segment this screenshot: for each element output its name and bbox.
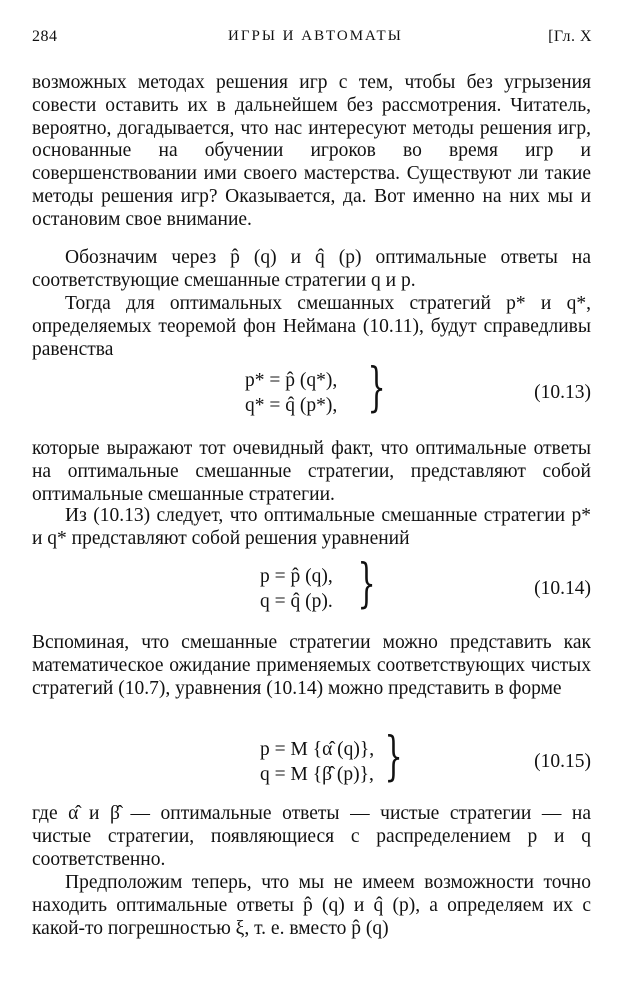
- paragraph-5: Из (10.13) следует, что оптимальные смешанные стратегии p* и q* представляют собой решения уравнений: [32, 505, 591, 549]
- page-number: 284: [32, 28, 58, 45]
- equation-number: (10.14): [534, 578, 591, 599]
- paragraph-8: Предположим теперь, что мы не имеем возможности точно находить оптимальные ответы p̂ (q) и q̂ (p), а определяем их с какой-то погрешностью ξ, т. е. вместо p̂ (q): [32, 872, 591, 939]
- equation-number: (10.15): [534, 751, 591, 772]
- equation-line: q* = q̂ (p*),: [245, 395, 338, 416]
- equation-line: q = q̂ (p).: [260, 591, 333, 612]
- paragraph-7: где α̂ и β̂ — оптимальные ответы — чистые стратегии — на чистые стратегии, появляющиеся с распределением p и q соответственно.: [32, 803, 591, 870]
- brace: }: [384, 727, 403, 787]
- brace: }: [367, 358, 386, 418]
- paragraph-2: Обозначим через p̂ (q) и q̂ (p) оптимальные ответы на соответствующие смешанные стратегии q и p.: [32, 247, 591, 291]
- equation-line: q = M {β̂ (p)},: [260, 764, 374, 785]
- paragraph-4: которые выражают тот очевидный факт, что оптимальные ответы на оптимальные смешанные стратегии, представляют собой оптимальные смешанные стратегии.: [32, 438, 591, 505]
- equation-line: p = p̂ (q),: [260, 566, 333, 587]
- paragraph-6: Вспоминая, что смешанные стратегии можно представить как математическое ожидание применяемых соответствующих чистых стратегий (10.7), уравнения (10.14) можно представить в форме: [32, 632, 591, 699]
- brace: }: [357, 554, 376, 614]
- paragraph-3: Тогда для оптимальных смешанных стратегий p* и q*, определяемых теоремой фон Неймана (10.11), будут справедливы равенства: [32, 293, 591, 360]
- chapter-label: [Гл. X: [548, 28, 592, 45]
- running-title: ИГРЫ И АВТОМАТЫ: [228, 28, 403, 44]
- paragraph-1: возможных методах решения игр с тем, чтобы без угрызения совести оставить их в дальнейшем без рассмотрения. Читатель, вероятно, догадывается, что нас интересуют методы решения игр, основанные на обучении игроков во время игр и совершенствовании ими своего мастерства. Существуют ли такие методы решения игр? Оказывается, да. Вот именно на них мы и остановим свое внимание.: [32, 72, 591, 230]
- equation-number: (10.13): [534, 382, 591, 403]
- equation-line: p = M {α̂ (q)},: [260, 739, 375, 760]
- equation-line: p* = p̂ (q*),: [245, 370, 338, 391]
